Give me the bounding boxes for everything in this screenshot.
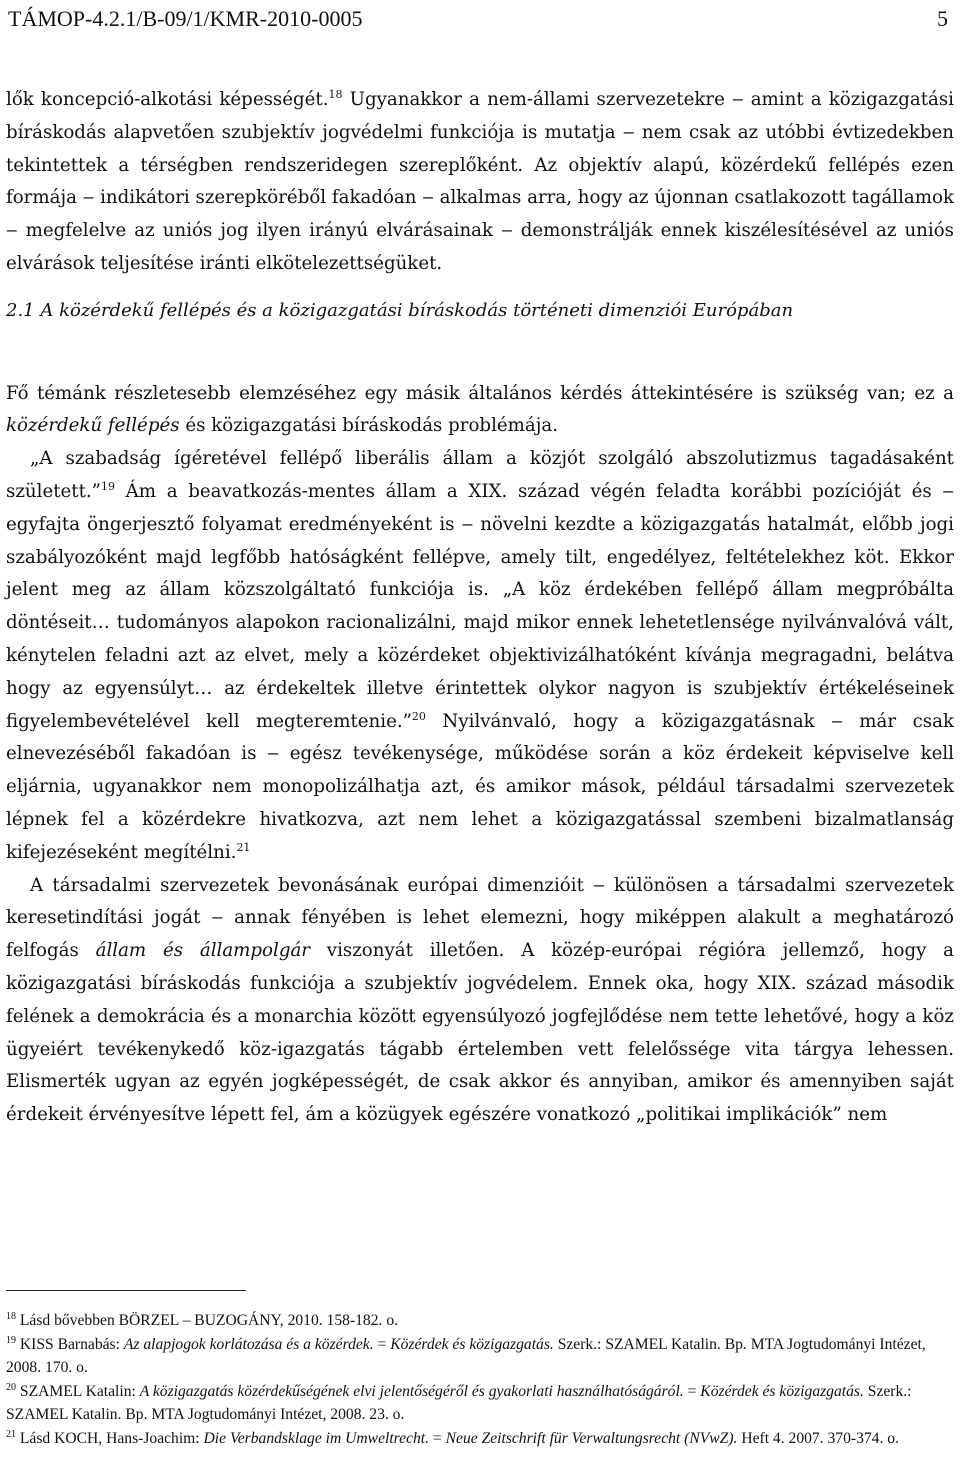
paragraph-text: és közigazgatási bíráskodás problémája. (179, 415, 559, 437)
footnote-title: Az alapjogok korlátozása és a közérdek. (123, 1335, 374, 1353)
footnote-text: = (373, 1335, 391, 1353)
footnote-ref-20[interactable]: 20 (411, 709, 426, 723)
footnote-title: Die Verbandsklage im Umweltrecht. (203, 1429, 430, 1447)
paragraph-text: A társadalmi szervezetek bevonásának európai dimenzióit ‒ különösen a társadalmi szervezetek keresetindítási jogát ‒ annak fényében is lehet elemezni, hogy miképpen alakult a meghatározó felfogás (6, 874, 954, 962)
section-heading: 2.1 A közérdekű fellépés és a közigazgatási bíráskodás történeti dimenziói Európában (6, 299, 794, 321)
paragraph-text: viszonyát illetően. A közép-európai régióra jellemző, hogy a közigazgatási bíráskodás funkciója a szubjektív jogvédelem. Ennek oka, hogy XIX. század második felének a demokrácia és a monarchia között egyensúlyozó jogfejlődése nem tette lehetővé, hogy a köz ügyeiért tevékenykedő köz-igazgatás tágabb értelemben vett felelőssége vita tárgya lehessen. Elismerték ugyan az egyén jogképességét, de csak akkor és annyiban, amikor és amennyiben saját érdekeit érvényesítve lépett fel, ám a közügyek egészére vonatkozó „politikai implikációk” nem (6, 940, 954, 1126)
paragraph-text: lők koncepció-alkotási képességét. (6, 89, 329, 110)
paragraph-4 (6, 870, 954, 1132)
footnote-text: Heft 4. 2007. 370-374. o. (737, 1429, 899, 1447)
footnote-number: 21 (6, 1428, 16, 1440)
page-header (8, 4, 952, 34)
footnote-text: SZAMEL Katalin: (19, 1382, 140, 1400)
footnote-18 (6, 1309, 954, 1333)
footnote-number: 18 (6, 1310, 16, 1322)
footnote-source: Neue Zeitschrift für Verwaltungsrecht (NVwZ). (445, 1429, 738, 1447)
paragraph-2 (6, 378, 954, 444)
footnote-text: Szerk.: SZAMEL Katalin. Bp. MTA Jogtudományi Intézet, 2008. 170. o. (6, 1335, 926, 1376)
footnote-text: = (429, 1429, 446, 1447)
footnote-20 (6, 1380, 954, 1427)
footnote-number: 20 (6, 1381, 16, 1393)
footnote-text: KISS Barnabás: (19, 1335, 124, 1353)
paragraph-text: Ugyanakkor a nem-állami szervezetekre ‒ amint a közigazgatási bíráskodás alapvetően szubjektív jogvédelmi funkciója is mutatja ‒ nem csak az utóbbi évtizedekben tekintettek a térségben rendszeridegen szereplőként. Az objektív alapú, közérdekű fellépés ezen formája ‒ indikátori szerepköréből fakadóan ‒ alkalmas arra, hogy az újonnan csatlakozott tagállamok ‒ megfelelve az uniós jog ilyen irányú elvárásainak ‒ demonstrálják ennek kiszélesítésével az uniós elvárások teljesítése iránti elkötelezettségüket. (6, 89, 954, 274)
footnote-text: Szerk.: SZAMEL Katalin. Bp. MTA Jogtudományi Intézet, 2008. 23. o. (6, 1382, 912, 1423)
footnote-text: Lásd bővebben BÖRZEL ‒ BUZOGÁNY, 2010. 158-182. o. (19, 1312, 399, 1329)
footnote-source: Közérdek és közigazgatás. (700, 1382, 864, 1400)
paragraph-3 (6, 443, 954, 869)
footnote-ref-21[interactable]: 21 (236, 840, 251, 854)
paragraph-text: Ám a beavatkozás-mentes állam a XIX. század végén feladta korábbi pozícióját és ‒ egyfajta öngerjesztő folyamat eredményeként is ‒ növelni kezdte a közigazgatás hatalmát, előbb jogi szabályozóként majd legfőbb hatóságként fellépve, amely tilt, engedélyez, feltételekhez köt. Ekkor jelent meg az állam közszolgáltató funkciója is. „A köz érdekében fellépő állam megpróbálta döntéseit… tudományos alapokon racionalizálni, majd mikor ennek lehetetlensége nyilvánvalóvá vált, kénytelen feladni azt az elvet, mely a közérdeket objektivizálhatóként kívánja megragadni, belátva hogy az egyensúlyt… az érdekeltek illetve érintettek olykor nagyon is szubjektív értékeléseinek figyelembevételével kell megteremtenie.” (6, 480, 954, 732)
footnote-text: Lásd KOCH, Hans-Joachim: (19, 1429, 204, 1447)
emphasis-text: állam és állampolgár (95, 940, 311, 962)
quote-text: „A szabadság ígéretével fellépő liberális állam a közjót szolgáló abszolutizmus tagadásaként született.” (6, 448, 954, 502)
footnotes (6, 1290, 954, 1450)
paragraph-1 (6, 84, 954, 281)
footnote-source: Közérdek és közigazgatás. (390, 1335, 554, 1353)
footnote-ref-18[interactable]: 18 (328, 87, 343, 101)
footnote-ref-19[interactable]: 19 (100, 479, 115, 493)
footnote-separator (6, 1290, 246, 1291)
footnote-number: 19 (6, 1334, 16, 1346)
paragraph-text: Fő témánk részletesebb elemzéséhez egy másik általános kérdés áttekintésére is szükség van; ez a (6, 382, 954, 404)
emphasis-text: közérdekű fellépés (6, 415, 180, 437)
footnote-title: A közigazgatás közérdekűségének elvi jelentőségéről és gyakorlati használhatóságáról. (139, 1382, 684, 1400)
footnote-19 (6, 1333, 954, 1380)
body-text (6, 84, 954, 1132)
page-number: 5 (937, 6, 948, 31)
footnote-21 (6, 1427, 954, 1451)
footnote-text: = (683, 1382, 701, 1400)
project-code: TÁMOP-4.2.1/B-09/1/KMR-2010-0005 (8, 6, 363, 31)
paragraph-text: Nyilvánvaló, hogy a közigazgatásnak ‒ már csak elnevezéséből fakadóan is ‒ egész tevékenysége, működése során a köz érdekeit képviselve kell eljárnia, ugyanakkor nem monopolizálhatja azt, és amikor mások, például társadalmi szervezetek lépnek fel a közérdekre hivatkozva, azt nem lehet a közigazgatással szembeni bizalmatlanság kifejezéseként megítélni. (6, 710, 954, 863)
